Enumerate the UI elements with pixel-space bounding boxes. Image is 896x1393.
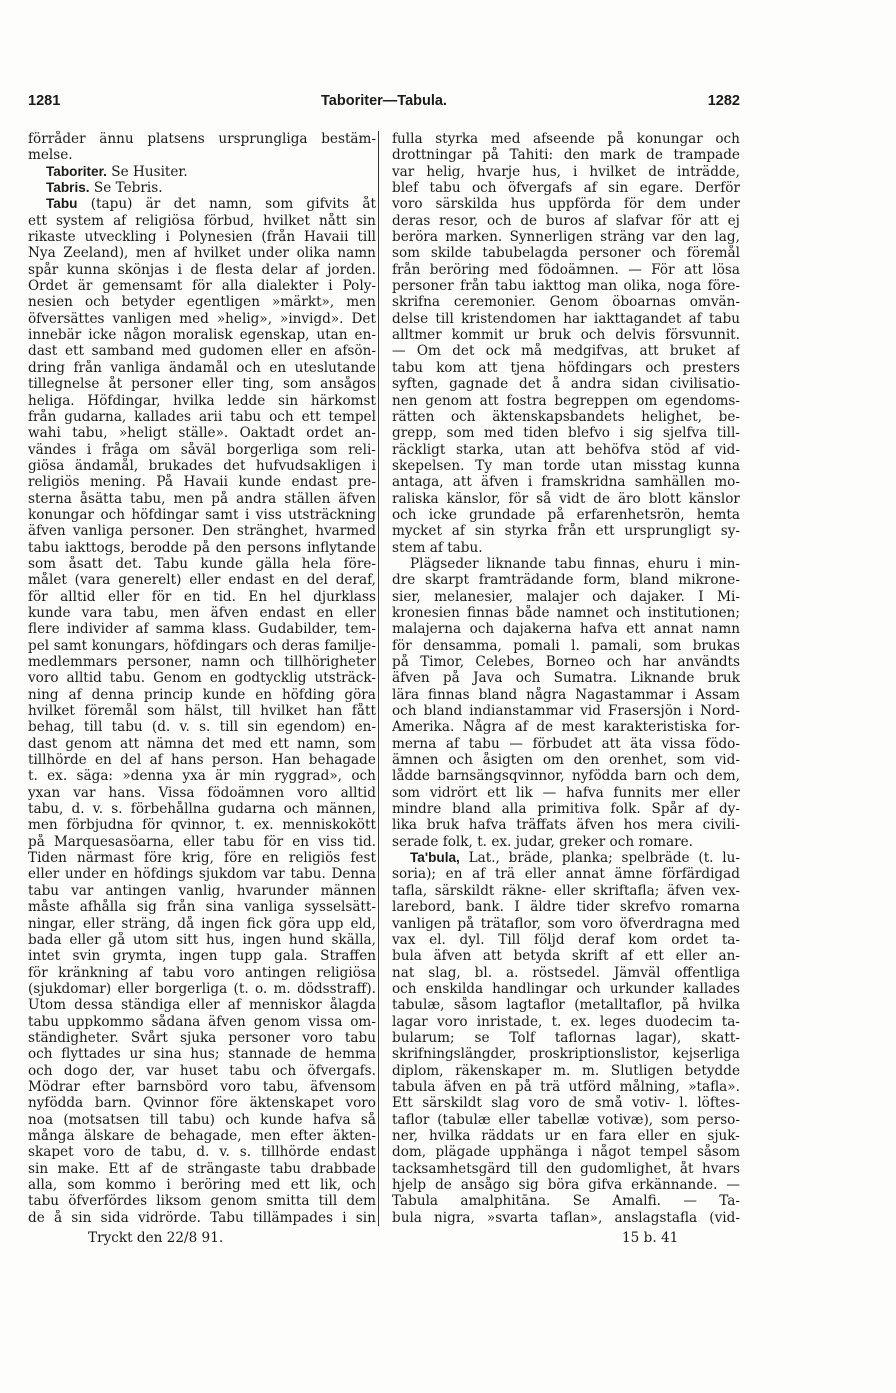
text-line: rätten och äktenskapsbandets helighet, be- <box>392 408 740 425</box>
text-line: pel samt konungars, höfdingars och deras familje- <box>28 637 376 654</box>
text-line: och icke grundade på erfarenhetsrön, hemta <box>392 506 740 523</box>
text-line: larebord, bank. I äldre tider skrefvo romarna <box>392 899 740 916</box>
text-line: men förbjudna för qvinnor, t. ex. menniskokött <box>28 817 376 834</box>
text-line: som vidrört ett lik — hafva funnits mer eller <box>392 784 740 801</box>
text-line: de å sin sida vidrörde. Tabu tillämpades i sin <box>28 1209 376 1226</box>
text-line: tabu öfverfördes liksom genom smitta till dem <box>28 1193 376 1210</box>
left-column <box>28 131 376 1226</box>
text-line: lagar voro inristade, t. ex. leges duodecim ta- <box>392 1013 740 1030</box>
text-line: för alltid eller för en tid. En hel djurklass <box>28 588 376 605</box>
text-line: Ett särskildt slag voro de små votiv- l. löftes- <box>392 1095 740 1112</box>
text-line: på Marquesasöarna, eller tabu för en viss tid. <box>28 833 376 850</box>
text-line: förråder ännu platsens ursprungliga bestäm- <box>28 131 376 147</box>
text-line: tafla, särskildt räkne- eller skriftafla; äfven vex- <box>392 882 740 899</box>
text-line: mycket af sin styrka från ett ursprungligt sy- <box>392 523 740 540</box>
text-line: taflor (tabulæ eller tabellæ votivæ), som perso- <box>392 1111 740 1128</box>
text-line: vanligen på trätaflor, som voro öfverdragna med <box>392 915 740 932</box>
text-line: Ta'bula, Lat., bräde, planka; spelbräde (t. lu- <box>410 850 740 867</box>
text-line: blef tabu och öfvergafs af sin egare. Derför <box>392 180 740 197</box>
text-line: tacksamhetsgärd till den gudomlighet, åt hvars <box>392 1160 740 1177</box>
text-line: alltmer kommit ur bruk och delvis försvunnit. <box>392 327 740 344</box>
text-line: deras resor, och de buros af slafvar för att ej <box>392 212 740 229</box>
text-line: räckligt starka, utan att behöfva stöd af vid- <box>392 441 740 458</box>
page-number-right: 1282 <box>707 93 740 109</box>
text-line: soria); en af trä eller annat ämne förfärdigad <box>392 866 740 883</box>
text-line: på Timor, Celebes, Borneo och har användts <box>392 654 740 670</box>
text-line: heliga. Höfdingar, hvilka ledde sin härkomst <box>28 392 376 409</box>
text-line: hjelp de ansågo sig böra gifva erkännande. — <box>392 1177 740 1193</box>
text-line: skepelsen. Ty man torde utan misstag kunna <box>392 457 740 474</box>
text-line: t. ex. säga: »denna yxa är min ryggrad», och <box>28 768 376 785</box>
text-line: grepp, som med tiden blefvo i sig sjelfva till- <box>392 425 740 442</box>
text-line: melse. <box>28 147 73 164</box>
text-line: nyfödda barn. Qvinnor före äktenskapet voro <box>28 1095 376 1112</box>
text-line: Tabris. Se Tebris. <box>46 180 163 197</box>
page-number-left: 1281 <box>28 93 61 109</box>
text-line: som skilde tabubelagda personer och föremål <box>392 245 740 262</box>
text-line: Plägseder liknande tabu finnas, ehuru i min- <box>410 555 740 572</box>
text-line: Utom dessa ständiga eller af menniskor ålagda <box>28 997 376 1014</box>
text-line: bada eller gå utom sitt hus, ingen hund skälla, <box>28 931 376 948</box>
text-line: dast ett samband med gudomen eller en afsön- <box>28 343 376 360</box>
text-line: Tabu (tapu) är det namn, som gifvits åt <box>46 196 376 213</box>
text-line: målet (vara generelt) eller endast en del deraf, <box>28 572 376 589</box>
text-line: kronesien finnas både namnet och institutionen; <box>392 604 740 621</box>
text-line: yxan var hans. Vissa födoämnen voro alltid <box>28 784 376 801</box>
print-date: Tryckt den 22/8 91. <box>88 1230 224 1246</box>
text-line: lika bruk hafva träffats äfven hos mera civili- <box>392 817 740 834</box>
text-line: rikaste utveckling i Polynesien (från Havaii till <box>28 229 376 246</box>
text-line: tabu iakttogs, berodde på den persons inflytande <box>28 539 376 556</box>
text-line: ning af denna princip kunde en höfding göra <box>28 686 376 703</box>
text-line: personer från tabu iakttog man olika, noga före- <box>392 278 740 295</box>
text-line: nesien och betyder egentligen »märkt», men <box>28 294 376 311</box>
text-line: vändes i fråga om såväl borgerliga som reli- <box>28 441 376 458</box>
text-line: noa (motsatsen till tabu) och kunde hafva så <box>28 1111 376 1128</box>
text-line: Nya Zeeland), men af hvilket under olika namn <box>28 245 376 262</box>
text-line: tillegnelse åt personer eller ting, som ansågos <box>28 376 376 393</box>
text-line: hvilket föremål som hälst, till hvilket han fått <box>28 703 376 720</box>
text-line: och bland indianstammar vid Frasersjön i Nord- <box>392 703 740 720</box>
text-line: som åsatt det. Tabu kunde gälla hela före- <box>28 555 376 572</box>
text-line: medlemmars personer, namn och tillhörigheter <box>28 654 376 670</box>
text-line: äfven på Java och Sumatra. Liknande bruk <box>392 670 740 687</box>
text-line: tabu uppkommo sådana äfven genom vissa om- <box>28 1013 376 1030</box>
text-line: tabula äfven en på trä utförd målning, »tafla». <box>392 1078 740 1095</box>
text-line: dast genom att nämna det med ett namn, som <box>28 735 376 752</box>
text-line: tabu kom att tjena höfdingars och presters <box>392 359 740 376</box>
text-line: skapet voro de tabu, d. v. s. tillhörde endast <box>28 1144 376 1161</box>
text-line: ningar, eller sträng, då ingen fick göra upp eld, <box>28 915 376 932</box>
text-line: var helig, hvarje hus, i hvilket de inträdde, <box>392 163 740 180</box>
page-header <box>28 93 740 113</box>
text-line: lära finnas bland några Nagastammar i Assam <box>392 686 740 703</box>
text-line: många älskare de behagade, men efter äkten- <box>28 1127 376 1144</box>
text-line: vax el. dyl. Till följd deraf kom ordet ta- <box>392 931 740 948</box>
text-line: giösa ändamål, brukades det hufvudsakligen i <box>28 457 376 474</box>
text-line: och enskilda handlingar och urkunder kallades <box>392 980 740 997</box>
text-line: Mödrar efter barnsbörd voro tabu, äfvensom <box>28 1078 376 1095</box>
text-line: för densamma, pomali l. pamali, som brukas <box>392 637 740 654</box>
text-line: sier, melanesier, malajer och dajaker. I Mi- <box>392 588 740 605</box>
text-line: från beröring med födoämnen. — För att lösa <box>392 261 740 278</box>
text-line: flere individer af samma klass. Gudabilder, tem- <box>28 621 376 638</box>
text-line: måste afhålla sig från sina vanliga sysselsätt- <box>28 899 376 916</box>
text-line: och dogo der, var huset tabu och öfvergafs. <box>28 1062 376 1079</box>
text-line: tabu, d. v. s. förbehållna gudarna och männen, <box>28 801 376 818</box>
text-line: serade folk, t. ex. judar, greker och romare. <box>392 833 693 850</box>
running-title: Taboriter—Tabula. <box>321 93 447 109</box>
text-line: bula äfven att betyda skrift af ett eller an- <box>392 948 740 965</box>
text-line: Ordet är gemensamt för alla dialekter i Poly- <box>28 278 376 295</box>
text-line: dring från vanliga ändamål och en uteslutande <box>28 359 376 376</box>
text-line: intet svin grymta, ingen tupp gala. Straffen <box>28 948 376 965</box>
text-line: för kränkning af tabu voro antingen religiösa <box>28 964 376 981</box>
text-line: ner, hvilka räddats ur en fara eller en sjuk- <box>392 1127 740 1144</box>
text-line: ett system af religiösa förbud, hvilket nått sin <box>28 212 376 229</box>
text-line: och flyttades ur sina hus; stannade de hemma <box>28 1046 376 1063</box>
text-line: kunde vara tabu, men äfven endast en eller <box>28 604 376 621</box>
text-line: dre skarpt framträdande form, bland mikrone- <box>392 572 740 589</box>
text-line: nat slag, bl. a. röstsedel. Jämväl offentliga <box>392 964 740 981</box>
text-line: sin make. Ett af de strängaste tabu drabbade <box>28 1160 376 1177</box>
text-line: wahi tabu, »heligt ställe». Oaktadt ordet an- <box>28 425 376 442</box>
text-line: voro särskilda hus uppförda för dem under <box>392 196 740 213</box>
text-line: innebär icke någon moralisk egenskap, utan en- <box>28 327 376 344</box>
text-line: stem af tabu. <box>392 539 483 556</box>
right-column <box>392 131 740 1226</box>
text-line: eller under en höfdings sjukdom var tabu. Denna <box>28 866 376 883</box>
text-line: dom, plägade upphänga i något tempel såsom <box>392 1144 740 1161</box>
text-line: diplom, räkenskaper m. m. Slutligen betydde <box>392 1062 740 1079</box>
page-footer <box>0 1230 896 1248</box>
text-line: beröra marken. Synnerligen sträng var den lag, <box>392 229 740 246</box>
text-line: sterna åsätta tabu, men på andra ställen äfven <box>28 490 376 507</box>
text-line: drottningar på Tahiti: den mark de trampade <box>392 147 740 164</box>
text-line: alla, som kommo i beröring med ett lik, och <box>28 1177 376 1193</box>
text-line: bularum; se Tolf taflornas lagar), skatt- <box>392 1029 740 1046</box>
text-line: (sjukdomar) eller borgerliga (t. o. m. dödsstraff). <box>28 980 376 997</box>
text-line: raliska känslor, för så vidt de äro blott känslor <box>392 490 740 507</box>
text-line: skrifningslängder, proskriptionslistor, kejserliga <box>392 1046 740 1063</box>
text-line: Tiden närmast före krig, före en religiös fest <box>28 850 376 867</box>
text-line: lådde barnsängsqvinnor, nyfödda barn och dem, <box>392 768 740 785</box>
text-line: merna af tabu — förbudet att äta vissa födo- <box>392 735 740 752</box>
text-line: tabulæ, såsom lagtaflor (metalltaflor, på hvilka <box>392 997 740 1014</box>
text-line: delse till kristendomen har iakttagandet af tabu <box>392 310 740 327</box>
signature-mark: 15 b. 41 <box>622 1230 679 1246</box>
text-line: skrifna ceremonier. Genom öboarnas omvän- <box>392 294 740 311</box>
text-line: ständigheter. Svårt sjuka personer voro tabu <box>28 1029 376 1046</box>
text-line: nen genom att fostra begreppen om egendoms- <box>392 392 740 409</box>
text-line: Amerika. Några af de mest karakteristiska for- <box>392 719 740 736</box>
text-line: — Om det ock må medgifvas, att bruket af <box>392 343 740 360</box>
text-line: mindre bland alla primitiva folk. Spår af dy- <box>392 801 740 818</box>
text-line: öfversättes vanligen med »helig», »invigd». Det <box>28 310 376 327</box>
text-line: behag, till tabu (d. v. s. till sin egendom) en- <box>28 719 376 736</box>
text-line: konungar och höfdingar samt i viss utsträckning <box>28 506 376 523</box>
text-line: fulla styrka med afseende på konungar och <box>392 131 740 147</box>
text-line: Taboriter. Se Husiter. <box>46 163 188 180</box>
text-line: syften, gagnade det å andra sidan civilisatio- <box>392 376 740 393</box>
text-line: äfven vanliga personer. Den stränghet, hvarmed <box>28 523 376 540</box>
text-line: religiös mening. På Havaii kunde endast pre- <box>28 474 376 491</box>
text-line: bula nigra, »svarta taflan», anslagstafla (vid- <box>392 1209 740 1226</box>
text-line: tillhörde en del af hans person. Han behagade <box>28 752 376 769</box>
text-line: ämnen och åsigten om den orenhet, som vid- <box>392 752 740 769</box>
text-line: från gudarna, kallades arii tabu och ett tempel <box>28 408 376 425</box>
column-divider <box>378 131 379 1226</box>
text-line: tabu var antingen vanlig, hvarunder männen <box>28 882 376 899</box>
text-line: Tabula amalphitāna. Se Amalfi. — Ta- <box>392 1193 740 1210</box>
text-line: malajerna och dajakerna hafva ett annat namn <box>392 621 740 638</box>
text-line: voro alltid tabu. Genom en godtycklig utsträck- <box>28 670 376 687</box>
text-line: antaga, att äfven i framskridna samhällen mo- <box>392 474 740 491</box>
text-line: spår kunna skönjas i de flesta delar af jorden. <box>28 261 376 278</box>
